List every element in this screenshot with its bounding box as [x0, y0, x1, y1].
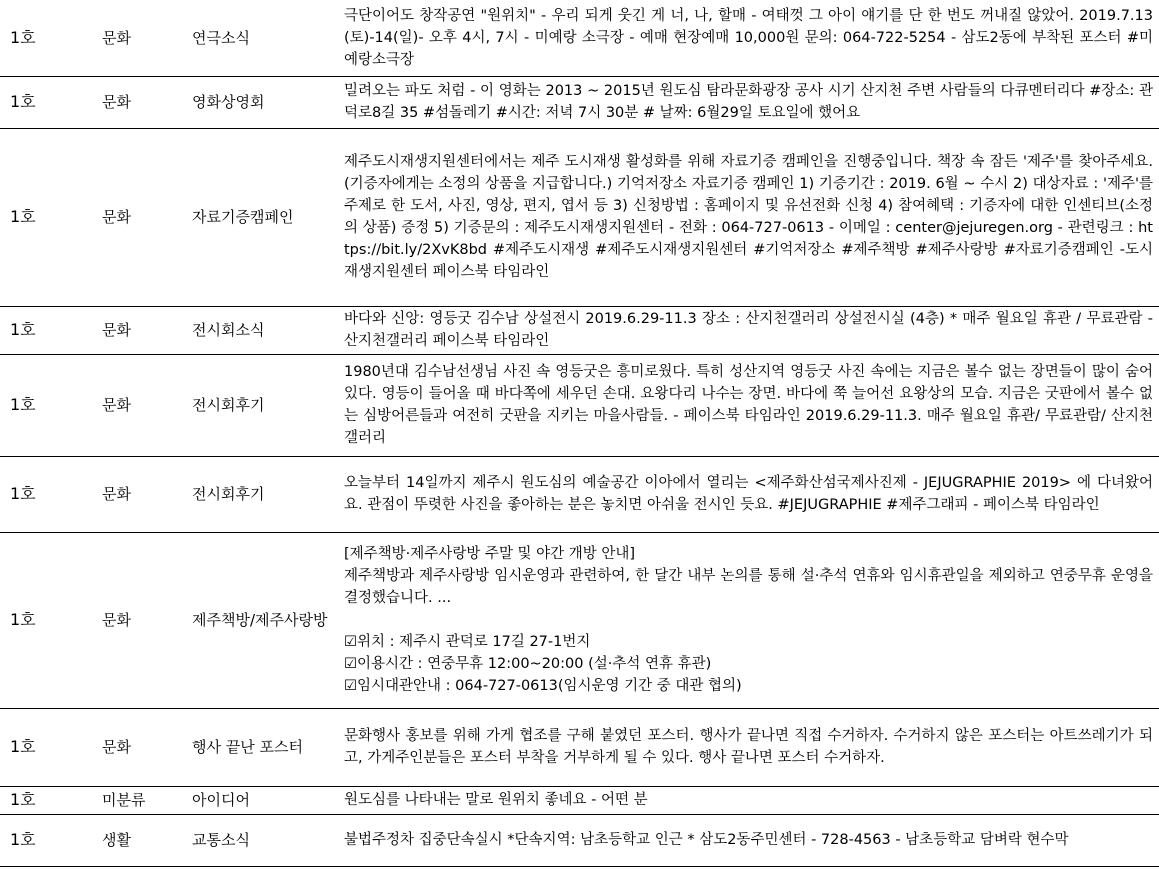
row-number: 1호 [0, 532, 102, 708]
content-line: ☑임시대관안내 : 064-727-0613(임시운영 기간 중 대관 협의) [344, 678, 742, 694]
row-subject: 자료기증캠페인 [192, 128, 344, 306]
row-subject: 교통소식 [192, 814, 344, 866]
row-content: 오늘부터 14일까지 제주시 원도심의 예술공간 이아에서 열리는 <제주화산섬국제사진제 - JEJUGRAPHIE 2019> 에 다녀왔어요. 관점이 뚜렷한 사진을 좋아하는 분은 놓치면 아쉬울 전시인 듯요. #JEJUGRAPHIE #제주그래피 - 페이스북 타임라인 [344, 456, 1159, 532]
row-content: 문화행사 홍보를 위해 가게 협조를 구해 붙였던 포스터. 행사가 끝나면 직접 수거하자. 수거하지 않은 포스터는 아트쓰레기가 되고, 가게주인분들은 포스터 부착을 거부하게 될 수 있다. 행사 끝나면 포스터 수거하자. [344, 708, 1159, 786]
row-subject: 전시회후기 [192, 354, 344, 456]
table-row [0, 708, 1159, 786]
row-subject: 전시회소식 [192, 306, 344, 354]
row-subject: 제주책방/제주사랑방 [192, 532, 344, 708]
row-number: 1호 [0, 76, 102, 128]
row-subject: 행사 끝난 포스터 [192, 708, 344, 786]
row-number: 1호 [0, 814, 102, 866]
row-number: 1호 [0, 128, 102, 306]
row-content: 불법주정차 집중단속실시 *단속지역: 남초등학교 인근 * 삼도2동주민센터 - 728-4563 - 남초등학교 담벼락 현수막 [344, 814, 1159, 866]
row-category: 문화 [102, 128, 192, 306]
row-content: 1980년대 김수남선생님 사진 속 영등굿은 흥미로웠다. 특히 성산지역 영등굿 사진 속에는 지금은 볼수 없는 장면들이 많이 숨어 있다. 영등이 들어올 때 바다쪽에 세우던 손대. 요왕다리 나수는 장면. 바다에 쭉 늘어선 요왕상의 모습. 지금은 굿판에서 볼수 없는 심방어른들과 여전히 굿판을 지키는 마을사람들. - 페이스북 타임라인 2019.6.29-11.3. 매주 월요일 휴관/ 무료관람/ 산지천갤러리 [344, 354, 1159, 456]
row-number: 1호 [0, 456, 102, 532]
row-category: 문화 [102, 532, 192, 708]
row-number: 1호 [0, 354, 102, 456]
row-subject: 연극소식 [192, 0, 344, 76]
row-content: 극단이어도 창작공연 "원위치" - 우리 되게 웃긴 게 너, 나, 할매 - 여태껏 그 아이 얘기를 단 한 번도 꺼내질 않았어. 2019.7.13(토)-14(일)- 오후 4시, 7시 - 미예랑 소극장 - 예매 현장예매 10,000원 문의: 064-722-5254 - 삼도2동에 부착된 포스터 #미예랑소극장 [344, 0, 1159, 76]
row-subject: 전시회후기 [192, 456, 344, 532]
row-category: 문화 [102, 76, 192, 128]
row-content [344, 532, 1159, 708]
content-line: [제주책방·제주사랑방 주말 및 야간 개방 안내] [344, 546, 636, 562]
row-category: 문화 [102, 306, 192, 354]
row-number: 1호 [0, 0, 102, 76]
table-row [0, 76, 1159, 128]
row-content: 원도심를 나타내는 말로 원위치 좋네요 - 어떤 분 [344, 786, 1159, 814]
table-row [0, 532, 1159, 708]
row-category: 문화 [102, 0, 192, 76]
row-subject: 영화상영회 [192, 76, 344, 128]
row-number: 1호 [0, 306, 102, 354]
row-content: 제주도시재생지원센터에서는 제주 도시재생 활성화를 위해 자료기증 캠페인을 진행중입니다. 책장 속 잠든 '제주'를 찾아주세요. (기증자에게는 소정의 상품을 지급합니다.) 기억저장소 자료기증 캠페인 1) 기증기간 : 2019. 6월 ~ 수시 2) 대상자료 : '제주'를 주제로 한 도서, 사진, 영상, 편지, 엽서 등 3) 신청방법 : 홈페이지 및 유선전화 신청 4) 참여혜택 : 기증자에 대한 인센티브(소정의 상품) 증정 5) 기증문의 : 제주도시재생지원센터 - 전화 : 064-727-0613 - 이메일 : center@jejuregen.org - 관련링크 : https://bit.ly/2XvK8bd #제주도시재생 #제주도시재생지원센터 #기억저장소 #제주책방 #제주사랑방 #자료기증캠페인 -도시재생지원센터 페이스북 타임라인 [344, 128, 1159, 306]
content-line: ☑이용시간 : 연중무휴 12:00~20:00 (설·추석 연휴 휴관) [344, 656, 712, 672]
row-content: 바다와 신앙: 영등굿 김수남 상설전시 2019.6.29-11.3 장소 : 산지천갤러리 상설전시실 (4층) * 매주 월요일 휴관 / 무료관람 - 산지천갤러리 페이스북 타임라인 [344, 306, 1159, 354]
table-row [0, 456, 1159, 532]
row-number: 1호 [0, 708, 102, 786]
table-row [0, 786, 1159, 814]
content-line: ☑위치 : 제주시 관덕로 17길 27-1번지 [344, 634, 591, 650]
table-row [0, 814, 1159, 866]
row-category: 문화 [102, 354, 192, 456]
row-category: 문화 [102, 456, 192, 532]
content-line: 제주책방과 제주사랑방 임시운영과 관련하여, 한 달간 내부 논의를 통해 설·추석 연휴와 임시휴관일을 제외하고 연중무휴 운영을 결정했습니다. ... [344, 568, 1153, 606]
row-category: 문화 [102, 708, 192, 786]
row-number: 1호 [0, 786, 102, 814]
row-subject: 아이디어 [192, 786, 344, 814]
row-category: 생활 [102, 814, 192, 866]
table-row [0, 0, 1159, 76]
table-row [0, 306, 1159, 354]
content-line [344, 609, 1153, 631]
table-row [0, 354, 1159, 456]
table-row [0, 128, 1159, 306]
row-content: 밀려오는 파도 처럼 - 이 영화는 2013 ~ 2015년 원도심 탐라문화광장 공사 시기 산지천 주변 사람들의 다큐멘터리다 #장소: 관덕로8길 35 #섬돌레기 #시간: 저녁 7시 30분 # 날짜: 6월29일 토요일에 했어요 [344, 76, 1159, 128]
row-category: 미분류 [102, 786, 192, 814]
